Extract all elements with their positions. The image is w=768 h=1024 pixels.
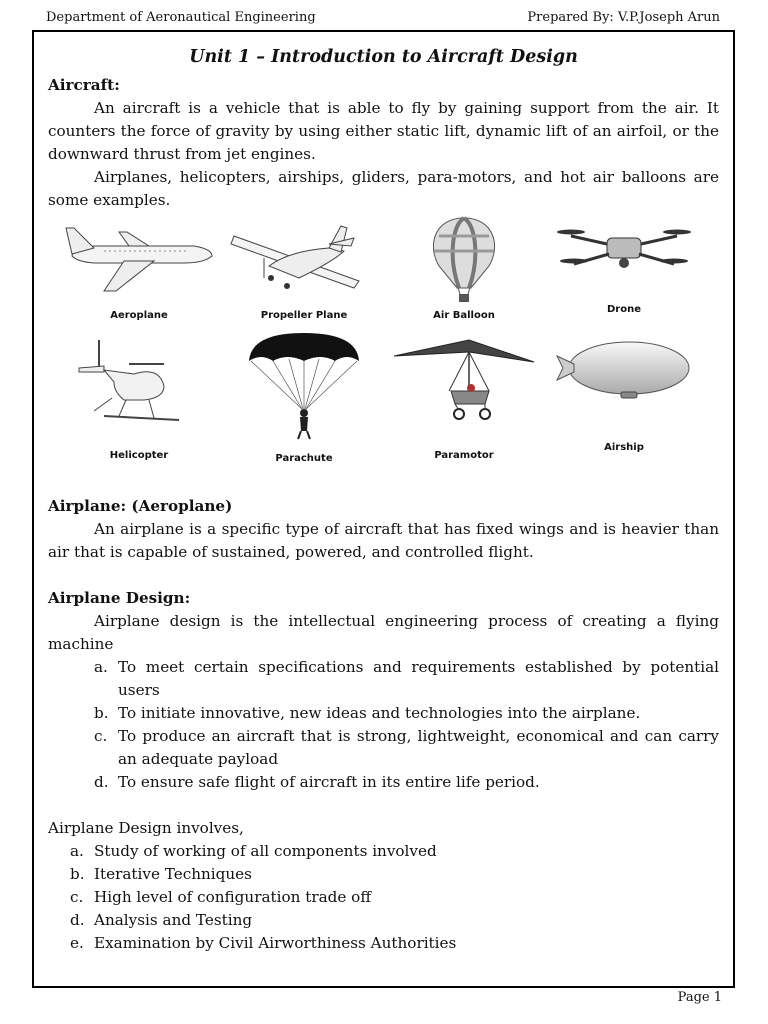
page-content [48,46,719,955]
page-number: Page 1 [677,990,722,1005]
caption-air-balloon: Air Balloon [433,310,495,321]
helicopter-illustration [64,336,214,436]
air-balloon-illustration [389,216,539,306]
drone-illustration [549,216,699,296]
aircraft-heading: Aircraft: [48,76,120,94]
gallery-airship [549,336,699,456]
aeroplane-illustration [64,216,214,301]
list-item: d. To ensure safe flight of aircraft in its entire life period. [94,773,540,791]
page-frame [32,30,735,988]
gallery-parachute [229,331,379,464]
airplane-heading: Airplane: (Aeroplane) [48,497,233,515]
list-item: e. Examination by Civil Airworthiness Authorities [70,934,457,952]
design-heading: Airplane Design: [48,589,191,607]
gallery-propeller-plane [229,216,379,336]
aircraft-paragraph-2: Airplanes, helicopters, airships, gliders, para-motors, and hot air balloons are some examples. [48,168,719,209]
aircraft-paragraph-1: An aircraft is a vehicle that is able to fly by gaining support from the air. It counters the force of gravity by using either static lift, dynamic lift of an airfoil, or the downward thrust from jet engines. [48,99,719,163]
list-item: a. Study of working of all components involved [70,842,437,860]
list-item: c. High level of configuration trade off [70,888,372,906]
list-item: b. To initiate innovative, new ideas and technologies into the airplane. [94,704,641,722]
list-item: a. To meet certain specifications and requirements established by potential users [94,658,719,699]
list-item: d. Analysis and Testing [70,911,253,929]
caption-drone: Drone [606,304,641,315]
header-department: Department of Aeronautical Engineering [46,10,316,25]
list-item: c. To produce an aircraft that is strong, lightweight, economical and can carry an adequate payload [94,727,719,768]
gallery-helicopter [64,336,214,461]
page-title: Unit 1 – Introduction to Aircraft Design [189,47,578,67]
gallery-paramotor [389,336,539,461]
parachute-illustration [229,331,379,441]
gallery-aeroplane [64,216,214,336]
gallery-air-balloon [389,216,539,336]
airship-illustration [549,336,699,436]
caption-parachute: Parachute [275,453,333,464]
propeller-plane-illustration [229,216,379,301]
caption-propeller-plane: Propeller Plane [260,310,348,321]
design-goals-list [48,656,719,794]
header-author: Prepared By: V.P.Joseph Arun [527,10,720,25]
list-item: b. Iterative Techniques [70,865,252,883]
gallery-drone [549,216,699,336]
paramotor-illustration [389,336,539,436]
design-paragraph-1: Airplane design is the intellectual engineering process of creating a flying machine [48,612,719,653]
aircraft-gallery [54,216,714,471]
caption-paramotor: Paramotor [434,450,494,461]
design-involves-label: Airplane Design involves, [48,819,244,837]
caption-airship: Airship [604,442,644,453]
caption-aeroplane: Aeroplane [110,310,168,321]
caption-helicopter: Helicopter [109,450,169,461]
design-involves-list [48,840,719,955]
airplane-paragraph-1: An airplane is a specific type of aircraft that has fixed wings and is heavier than air that is capable of sustained, powered, and controlled flight. [48,520,719,561]
